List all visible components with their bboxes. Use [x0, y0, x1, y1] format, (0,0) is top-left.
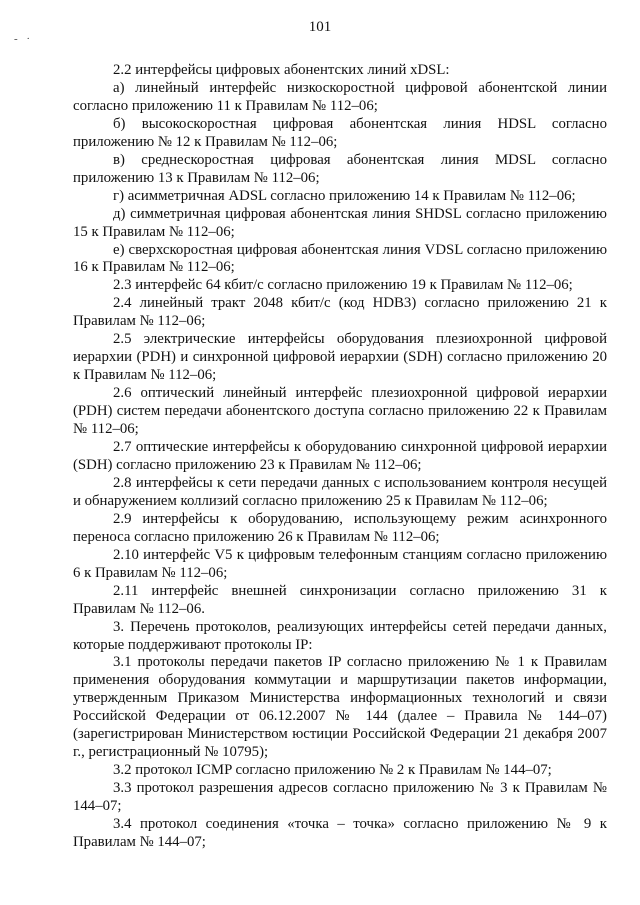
paragraph-2-11: 2.11 интерфейс внешней синхронизации согласно приложению 31 к Правилам № 112–06.: [73, 582, 607, 617]
paragraph-2-4: 2.4 линейный тракт 2048 кбит/с (код HDB3) согласно приложению 21 к Правилам № 112–06;: [73, 295, 607, 330]
paragraph-2-9: 2.9 интерфейсы к оборудованию, использующему режим асинхронного переноса согласно приложению 26 к Правилам № 112–06;: [73, 510, 607, 545]
document-body: [73, 62, 607, 852]
paragraph-3-4: 3.4 протокол соединения «точка – точка» согласно приложению № 9 к Правилам № 144–07;: [73, 816, 607, 850]
paragraph-2-2-a: а) линейный интерфейс низкоскоростной цифровой абонентской линии согласно приложению 11 к Правилам № 112–06;: [73, 79, 607, 114]
paragraph-2-2-g: г) асимметричная ADSL согласно приложению 14 к Правилам № 112–06;: [113, 187, 576, 204]
paragraph-2-3: 2.3 интерфейс 64 кбит/с согласно приложению 19 к Правилам № 112–06;: [113, 277, 573, 294]
paragraph-2-2: 2.2 интерфейсы цифровых абонентских линий xDSL:: [113, 62, 450, 78]
paragraph-2-5: 2.5 электрические интерфейсы оборудования плезиохронной цифровой иерархии (PDH) и синхронной цифровой иерархии (SDH) согласно приложению 20 к Правилам № 112–06;: [73, 331, 607, 384]
paragraph-2-2-d: д) симметричная цифровая абонентская линия SHDSL согласно приложению 15 к Правилам № 112–06;: [73, 205, 607, 240]
paragraph-2-2-e: е) сверхскоростная цифровая абонентская линия VDSL согласно приложению 16 к Правилам № 112–06;: [73, 241, 607, 276]
paragraph-3-1: 3.1 протоколы передачи пакетов IP согласно приложению № 1 к Правилам применения оборудования коммутации и маршрутизации пакетов информации, утвержденным Приказом Министерства информационных технологий и связи Российской Федерации от 06.12.2007 № 144 (далее – Правила № 144–07) (зарегистрирован Министерством юстиции Российской Федерации 21 декабря 2007 г., регистрационный № 10795);: [73, 654, 607, 761]
page-number: 101: [308, 19, 332, 35]
paragraph-2-2-v: в) среднескоростная цифровая абонентская линия MDSL согласно приложению 13 к Правилам № 112–06;: [73, 151, 607, 186]
paragraph-2-7: 2.7 оптические интерфейсы к оборудованию синхронной цифровой иерархии (SDH) согласно приложению 23 к Правилам № 112–06;: [73, 439, 607, 473]
margin-marks: - ·: [14, 33, 34, 45]
paragraph-3-2: 3.2 протокол ICMP согласно приложению № 2 к Правилам № 144–07;: [113, 762, 552, 779]
paragraph-3: 3. Перечень протоколов, реализующих интерфейсы сетей передачи данных, которые поддерживают протоколы IP:: [73, 618, 607, 653]
paragraph-2-8: 2.8 интерфейсы к сети передачи данных с использованием контроля несущей и обнаружением коллизий согласно приложению 25 к Правилам № 112–06;: [73, 474, 607, 509]
paragraph-2-6: 2.6 оптический линейный интерфейс плезиохронной цифровой иерархии (PDH) систем передачи абонентского доступа согласно приложению 22 к Правилам № 112–06;: [73, 385, 607, 438]
paragraph-2-10: 2.10 интерфейс V5 к цифровым телефонным станциям согласно приложению 6 к Правилам № 112–06;: [73, 546, 607, 581]
paragraph-3-3: 3.3 протокол разрешения адресов согласно приложению № 3 к Правилам № 144–07;: [73, 780, 607, 815]
paragraph-2-2-b: б) высокоскоростная цифровая абонентская линия HDSL согласно приложению № 12 к Правилам № 112–06;: [73, 115, 607, 150]
